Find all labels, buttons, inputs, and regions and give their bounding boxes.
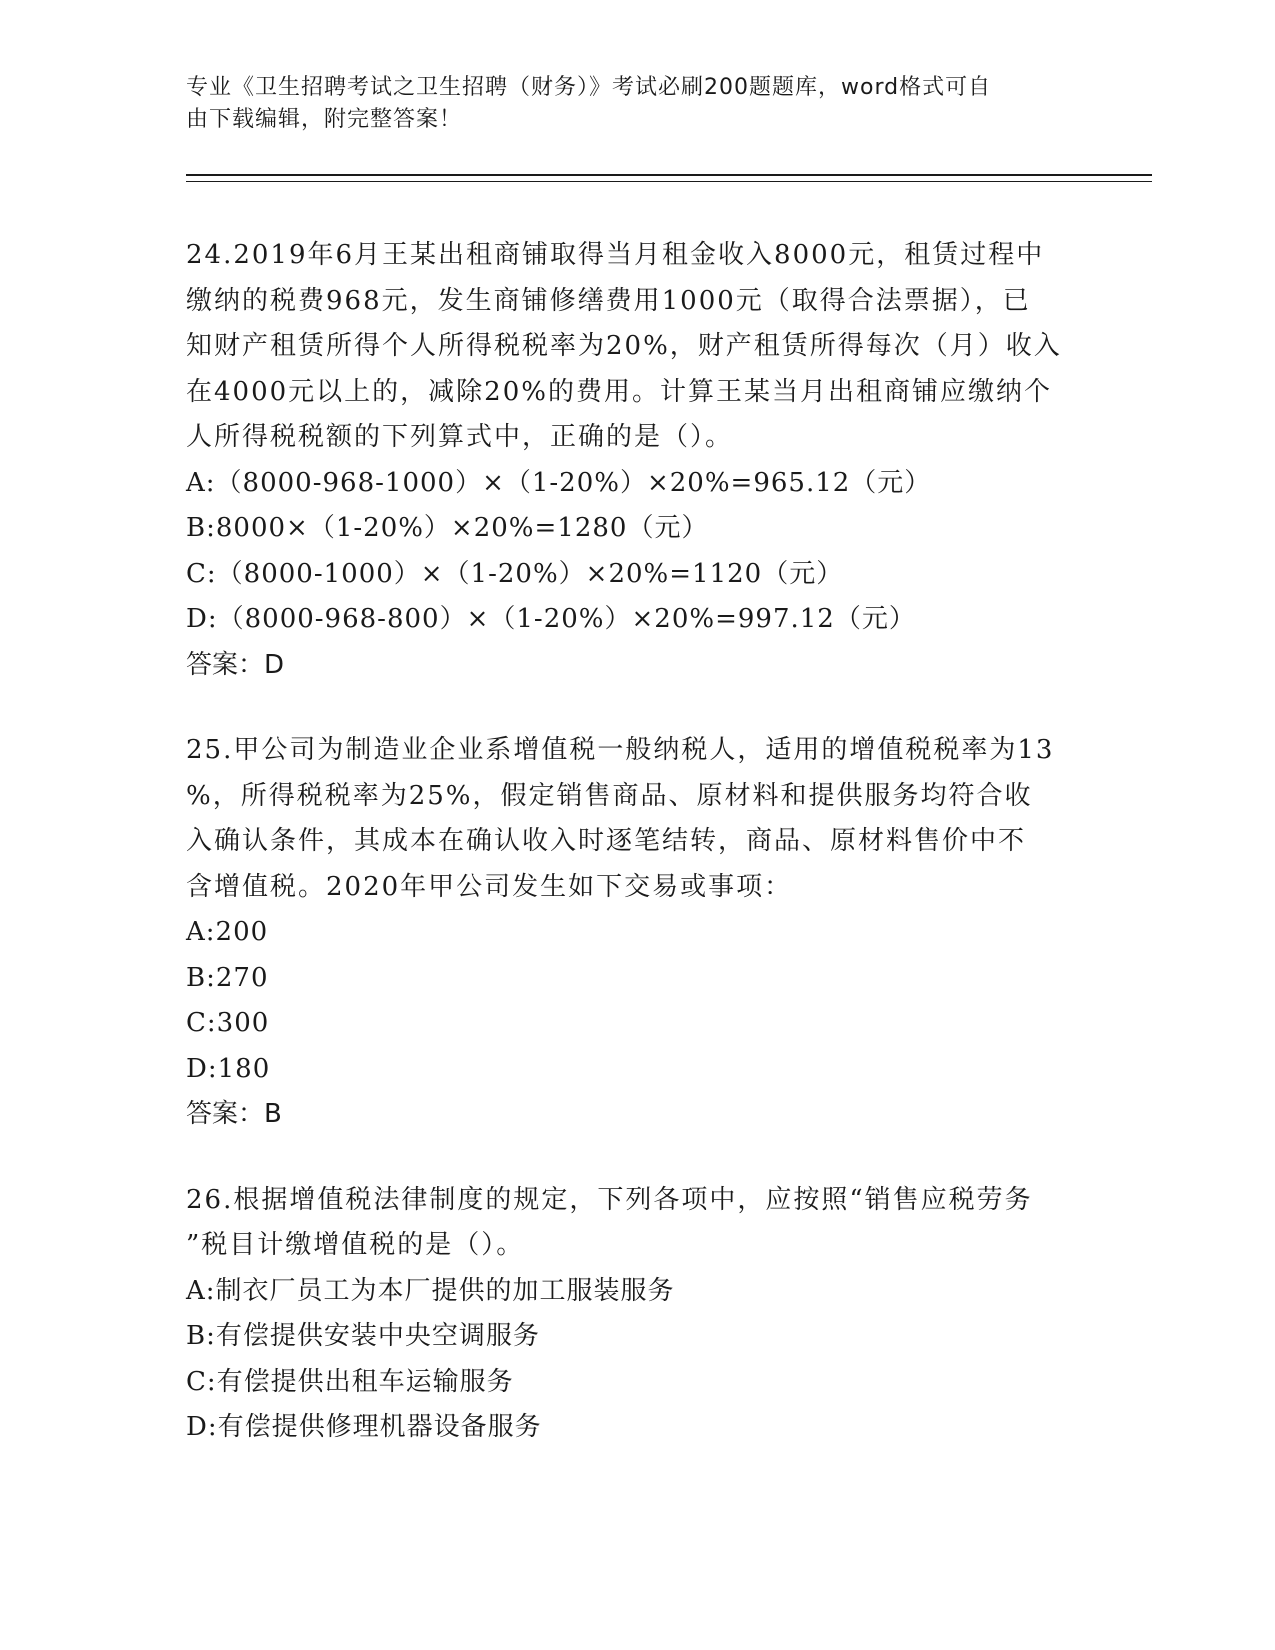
option-b: B:有偿提供安装中央空调服务 [186,1321,540,1351]
question-stem-line: 人所得税税额的下列算式中，正确的是（）。 [186,422,734,452]
document-header [186,72,1066,136]
question-stem-line: ”税目计缴增值税的是（）。 [186,1230,525,1260]
question-stem-line: 缴纳的税费968元，发生商铺修缮费用1000元（取得合法票据），已 [186,285,1031,316]
question-stem-line: 25.甲公司为制造业企业系增值税一般纳税人，适用的增值税税率为13 [186,735,1055,765]
option-d: D:（8000-968-800）×（1-20%）×20%=997.12（元） [186,604,916,634]
answer-line: 答案：B [186,1099,282,1129]
answer-line: 答案：D [186,649,285,680]
option-d: D:有偿提供修理机器设备服务 [186,1412,542,1442]
question-26 [186,1178,1086,1451]
option-b: B:270 [186,962,269,993]
option-c: C:（8000-1000）×（1-20%）×20%=1120（元） [186,558,844,589]
question-stem-line: 24.2019年6月王某出租商铺取得当月租金收入8000元，租赁过程中 [186,240,1045,270]
question-stem-line: 含增值税。2020年甲公司发生如下交易或事项： [186,871,793,902]
question-25 [186,728,1086,1138]
option-d: D:180 [186,1053,271,1084]
option-a: A:制衣厂员工为本厂提供的加工服装服务 [186,1275,675,1306]
option-c: C:有偿提供出租车运输服务 [186,1366,514,1397]
header-divider-thin [186,181,1152,182]
option-b: B:8000×（1-20%）×20%=1280（元） [186,513,709,543]
question-spacer [186,1138,1086,1178]
question-stem-line: %，所得税税率为25%，假定销售商品、原材料和提供服务均符合收 [186,780,1033,811]
question-stem-line: 知财产租赁所得个人所得税税率为20%，财产租赁所得每次（月）收入 [186,331,1062,361]
question-24 [186,233,1086,688]
option-a: A:（8000-968-1000）×（1-20%）×20%=965.12（元） [186,467,932,498]
header-line-2: 由下载编辑，附完整答案！ [186,107,463,132]
option-c: C:300 [186,1008,270,1038]
question-stem-line: 26.根据增值税法律制度的规定，下列各项中，应按照“销售应税劳务 [186,1184,1033,1215]
header-line-1: 专业《卫生招聘考试之卫生招聘（财务）》考试必刷200题题库，word格式可自 [186,75,992,100]
question-stem-line: 在4000元以上的，减除20%的费用。计算王某当月出租商铺应缴纳个 [186,376,1052,407]
question-stem-line: 入确认条件，其成本在确认收入时逐笔结转，商品、原材料售价中不 [186,826,1027,856]
header-divider-thick [186,174,1152,176]
question-list [186,233,1086,1451]
option-a: A:200 [186,917,269,947]
question-spacer [186,688,1086,728]
